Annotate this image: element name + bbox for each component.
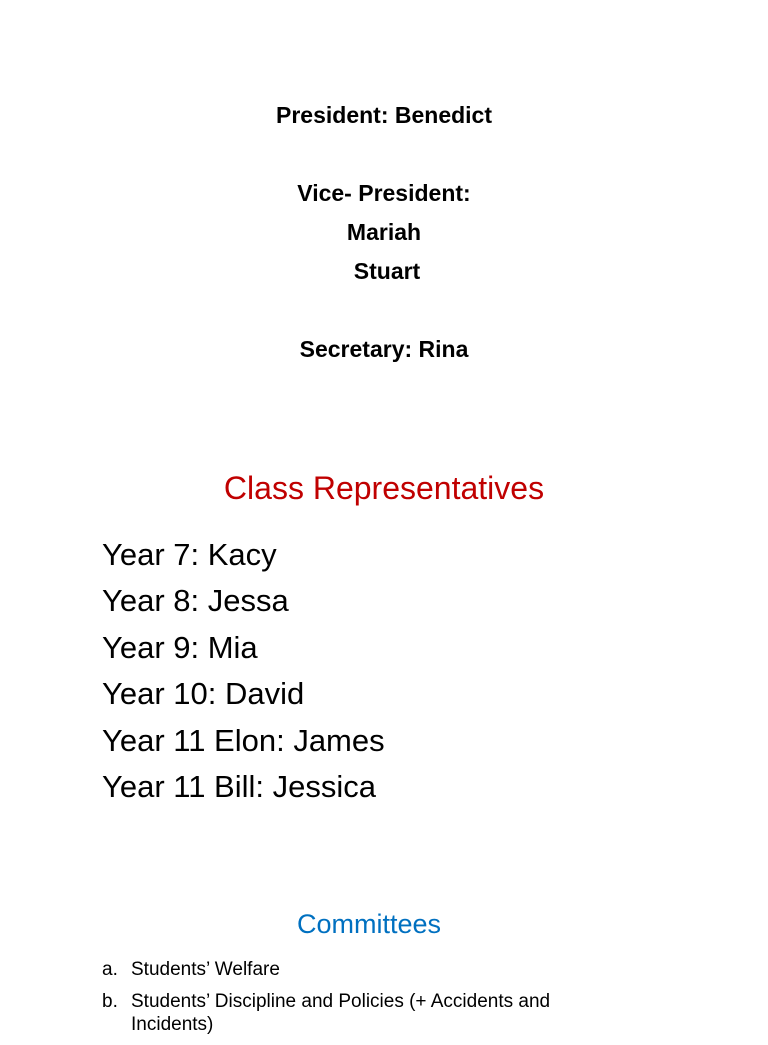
vice-president-name: Mariah bbox=[346, 219, 422, 245]
list-item: Year 9: Mia bbox=[102, 629, 258, 665]
list-item bbox=[102, 958, 622, 981]
list-item: Year 11 Bill: Jessica bbox=[102, 769, 376, 805]
class-representatives-list bbox=[102, 532, 385, 810]
list-item: Year 11 Elon: James bbox=[102, 722, 385, 758]
vice-president-name: Stuart bbox=[353, 258, 421, 284]
officers-section bbox=[0, 96, 768, 369]
list-item: Year 8: Jessa bbox=[102, 583, 289, 619]
president-line: President: Benedict bbox=[276, 102, 492, 128]
vice-president-label: Vice- President: bbox=[297, 180, 471, 206]
list-marker: a. bbox=[102, 959, 118, 980]
list-item: Year 7: Kacy bbox=[102, 537, 277, 572]
committee-name: Students’ Discipline and Policies (+ Accidents and Incidents) bbox=[131, 991, 551, 1035]
secretary-line: Secretary: Rina bbox=[299, 336, 469, 362]
list-marker: b. bbox=[102, 991, 118, 1012]
list-item bbox=[102, 990, 622, 1036]
committee-name: Students’ Welfare bbox=[131, 959, 280, 980]
committees-heading: Committees bbox=[296, 909, 442, 939]
list-item: Year 10: David bbox=[102, 676, 305, 712]
class-representatives-heading: Class Representatives bbox=[223, 470, 545, 506]
committees-list bbox=[102, 958, 622, 1045]
